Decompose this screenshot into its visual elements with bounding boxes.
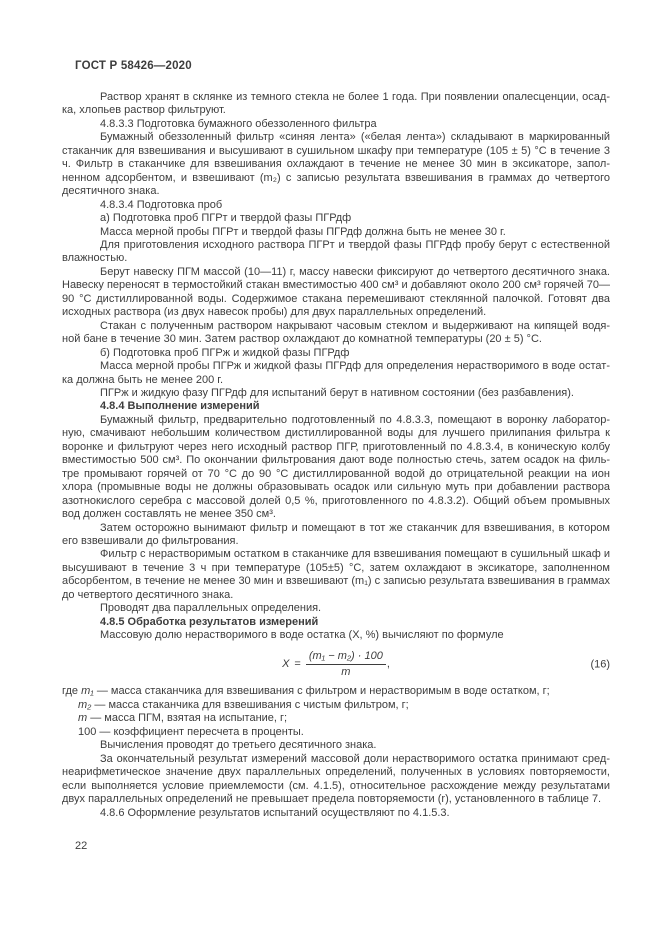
- legend-description: — масса стаканчика для взвешивания с чистым фильтром, г;: [91, 698, 409, 711]
- legend-variable: m: [78, 712, 88, 725]
- paragraph: Стакан с полученным раствором накрывают часовым стеклом и выдерживают на кипящей водяной бане в течение 30 мин. Затем раствор охлаждают до комнатной температуры (20 ± 5) °С.: [62, 319, 610, 346]
- paragraph: За окончательный результат измерений массовой доли нерастворимого остатка принимают среднеарифметическое значение двух параллельных определений, полученных в условиях повторяемости, если выполняется условие приемлемости (см. 4.1.5), относительное расхождение между результатами двух параллельных определений не превышает предела повторяемости (r), установленного в таблице 7.: [62, 752, 610, 806]
- paragraph: Бумажный обеззоленный фильтр «синяя лента» («белая лента») складывают в маркированный стаканчик для взвешивания и высушивают в сушильном шкафу при температуре (105 ± 5) °С в течение 3 ч. Фильтр в стаканчике для взвешивания охлаждают в течение не менее 30 мин в эксикаторе, заполненном адсорбентом, и взвешивают (m₂) с записью результата взвешивания в граммах до четвертого десятичного знака.: [62, 131, 610, 198]
- paragraph: Раствор хранят в склянке из темного стекла не более 1 года. При появлении опалесценции, осадка, хлопьев раствор фильтруют.: [62, 91, 610, 117]
- standard-designation: ГОСТ Р 58426—2020: [75, 60, 192, 72]
- legend-item: [62, 685, 610, 698]
- paragraph: ПГРж и жидкую фазу ПГРдф для испытаний берут в нативном состоянии (без разбавления).: [100, 386, 574, 399]
- formula-trailing-comma: ,: [386, 657, 390, 670]
- clause-4-8-6: 4.8.6 Оформление результатов испытаний осуществляют по 4.1.5.3.: [100, 806, 450, 819]
- paragraph: Фильтр с нерастворимым остатком в стаканчике для взвешивания помещают в сушильный шкаф и высушивают в течение 3 ч при температуре (105±5) °С, затем охлаждают в эксикаторе, заполненном абсорбентом, в течение не менее 30 мин и взвешивают (m₁) с записью результата взвешивания в граммах до четвертого десятичного знака.: [62, 548, 610, 601]
- formula-numerator: (m₁ − m₂) · 100: [306, 650, 386, 665]
- legend-variable: 100: [78, 725, 97, 738]
- paragraph: Массовую долю нерастворимого в воде остатка (X, %) вычисляют по формуле: [100, 629, 504, 642]
- formula-denominator: m: [341, 666, 351, 679]
- legend-item: [62, 699, 610, 712]
- formula-lhs: X: [282, 657, 290, 670]
- list-item-a: а) Подготовка проб ПГРт и твердой фазы ПГРдф: [100, 212, 352, 225]
- formula-16: [62, 650, 610, 680]
- paragraph: Бумажный фильтр, предварительно подготовленный по 4.8.3.3, помещают в воронку лабораторную, смачивают небольшим количеством дистиллированной воды для лучшего прилипания фильтра к воронке и фильтруют через него исходный раствор ПГР, приготовленный по 4.8.3.4, в коническую колбу вместимостью 500 см³. По окончании фильтрования дают воде полностью стечь, затем осадок на фильтре промывают горячей от 70 °С до 90 °С дистиллированной водой до отрицательной реакции на ион хлора (промывные воды не должны образовывать осадок или сильную муть при добавлении раствора азотнокислого серебра с массовой долей 0,5 %, приготовленного по 4.8.3.2). Общий объем промывных вод должен составлять не менее 350 см³.: [62, 413, 610, 521]
- legend-description: — масса ПГМ, взятая на испытание, г;: [87, 712, 288, 725]
- legend-prefix: где: [62, 685, 82, 698]
- page-number: 22: [75, 840, 88, 852]
- paragraph: Проводят два параллельных определения.: [100, 602, 322, 615]
- formula-expression: [282, 650, 390, 680]
- paragraph: Масса мерной пробы ПГРт и твердой фазы ПГРдф должна быть не менее 30 г.: [100, 225, 506, 238]
- legend-item: [62, 726, 610, 739]
- equals-sign: =: [294, 657, 301, 670]
- paragraph: Вычисления проводят до третьего десятичного знака.: [100, 739, 377, 752]
- legend-description: — коэффициент пересчета в проценты.: [96, 725, 304, 738]
- running-header: [75, 60, 192, 73]
- legend-variable: m₁: [81, 685, 94, 698]
- paragraph: Затем осторожно вынимают фильтр и помещают в тот же стаканчик для взвешивания, в котором его взвешивали до фильтрования.: [62, 521, 610, 547]
- fraction: [306, 650, 386, 680]
- legend-description: — масса стаканчика для взвешивания с фильтром и нерастворимым в воде остатком, г;: [93, 685, 550, 698]
- legend-item: [62, 712, 610, 725]
- formula-legend: [62, 685, 610, 739]
- clause-heading-4-8-3-4: 4.8.3.4 Подготовка проб: [100, 198, 223, 211]
- paragraph: Для приготовления исходного раствора ПГРт и твердой фазы ПГРдф пробу берут с естественной влажностью.: [62, 238, 610, 265]
- clause-heading-4-8-3-3: 4.8.3.3 Подготовка бумажного обеззоленного фильтра: [100, 117, 377, 130]
- paragraph: Масса мерной пробы ПГРж и жидкой фазы ПГРдф для определения нерастворимого в воде остатка должна быть не менее 200 г.: [62, 360, 610, 386]
- paragraph: Берут навеску ПГМ массой (10—11) г, массу навески фиксируют до четвертого десятичного знака. Навеску переносят в термостойкий стакан вместимостью 400 см³ и добавляют около 200 см³ горячей 70—90 °С дистиллированной воды. Содержимое стакана перемешивают стеклянной палочкой. Готовят два исходных раствора (из двух навесок пробы) для двух параллельных определений.: [62, 265, 610, 319]
- list-item-b: б) Подготовка проб ПГРж и жидкой фазы ПГРдф: [100, 346, 350, 359]
- legend-variable: m₂: [78, 698, 92, 711]
- formula-number: (16): [590, 657, 610, 670]
- section-heading-4-8-5: 4.8.5 Обработка результатов измерений: [100, 615, 319, 628]
- document-body: [62, 91, 610, 820]
- section-heading-4-8-4: 4.8.4 Выполнение измерений: [100, 400, 260, 413]
